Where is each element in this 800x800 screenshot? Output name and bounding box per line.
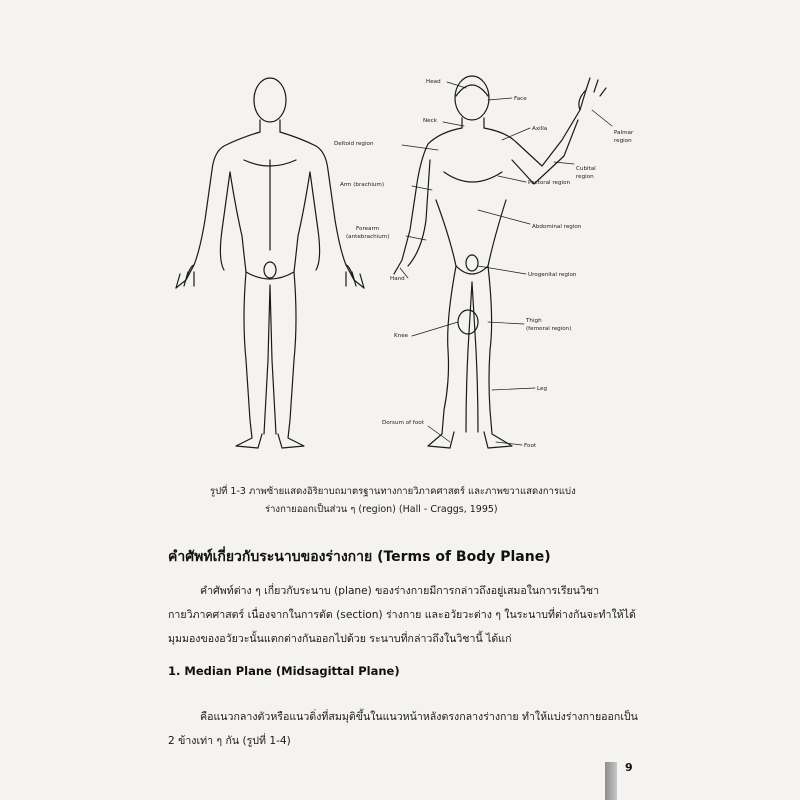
label-knee: Knee (394, 333, 409, 339)
page-edge-tab (605, 762, 617, 800)
label-leader-lines (400, 82, 612, 445)
anatomy-illustration (150, 60, 650, 460)
paragraph-line-3: มุมมองของอวัยวะนั้นแตกต่างกันออกไปด้วย ระนาบที่กล่าวถึงในวิชานี้ ได้แก่ (168, 633, 512, 645)
label-cubital-region: region (576, 174, 594, 180)
label-urogenital: Urogenital region (528, 272, 577, 278)
paragraph-line-1: คำศัพท์ต่าง ๆ เกี่ยวกับระนาบ (plane) ของร่างกายมีการกล่าวถึงอยู่เสมอในการเรียนวิชา (200, 585, 600, 597)
label-thigh: Thigh (526, 318, 542, 324)
page-number: 9 (625, 761, 633, 774)
label-palmar: Palmar (614, 130, 634, 136)
subsection-paragraph (168, 705, 648, 753)
section-heading: คำศัพท์เกี่ยวกับระนาบของร่างกาย (Terms of Body Plane) (168, 549, 551, 565)
label-deltoid: Deltoid region (334, 141, 374, 147)
label-abdominal: Abdominal region (532, 224, 582, 230)
label-palmar-region: region (614, 138, 632, 144)
anatomical-position-figure (176, 78, 364, 448)
subsection-heading: 1. Median Plane (Midsagittal Plane) (168, 664, 400, 678)
label-hand: Hand (390, 276, 405, 282)
label-arm: Arm (brachium) (340, 182, 385, 188)
label-pectoral: Pectoral region (528, 180, 571, 186)
subsection-line-2: 2 ข้างเท่า ๆ กัน (รูปที่ 1-4) (168, 735, 291, 747)
label-face: Face (514, 96, 527, 102)
label-forearm: Forearm (356, 226, 380, 232)
caption-line-2: ร่างกายออกเป็นส่วน ๆ (region) (Hall - Craggs, 1995) (265, 504, 498, 515)
paragraph-line-2: กายวิภาคศาสตร์ เนื่องจากในการตัด (section) ร่างกาย และอวัยวะต่าง ๆ ในระนาบที่ต่างกันจะทำให้ได้ (168, 609, 636, 621)
anatomy-figure (150, 60, 650, 460)
label-antebrachium: (antebrachium) (346, 234, 390, 240)
caption-line-1: รูปที่ 1-3 ภาพซ้ายแสดงอิริยาบถมาตรฐานทางกายวิภาคศาสตร์ และภาพขวาแสดงการแบ่ง (210, 486, 576, 497)
label-head: Head (426, 79, 441, 85)
figure-caption (210, 483, 630, 519)
label-femoral-region: (femoral region) (526, 326, 572, 332)
label-foot: Foot (524, 443, 537, 449)
label-neck: Neck (423, 118, 437, 124)
section-paragraph (168, 579, 638, 651)
label-dorsum-of-foot: Dorsum of foot (382, 420, 424, 426)
label-cubital: Cubital (576, 166, 596, 172)
label-leg: Leg (537, 386, 548, 392)
label-axilla: Axilla (532, 126, 548, 132)
subsection-line-1: คือแนวกลางตัวหรือแนวดิ่งที่สมมุติขึ้นในแนวหน้าหลังตรงกลางร่างกาย ทำให้แบ่งร่างกายออกเป็น (200, 711, 638, 723)
body-regions-figure (394, 76, 606, 448)
region-labels (334, 79, 634, 449)
